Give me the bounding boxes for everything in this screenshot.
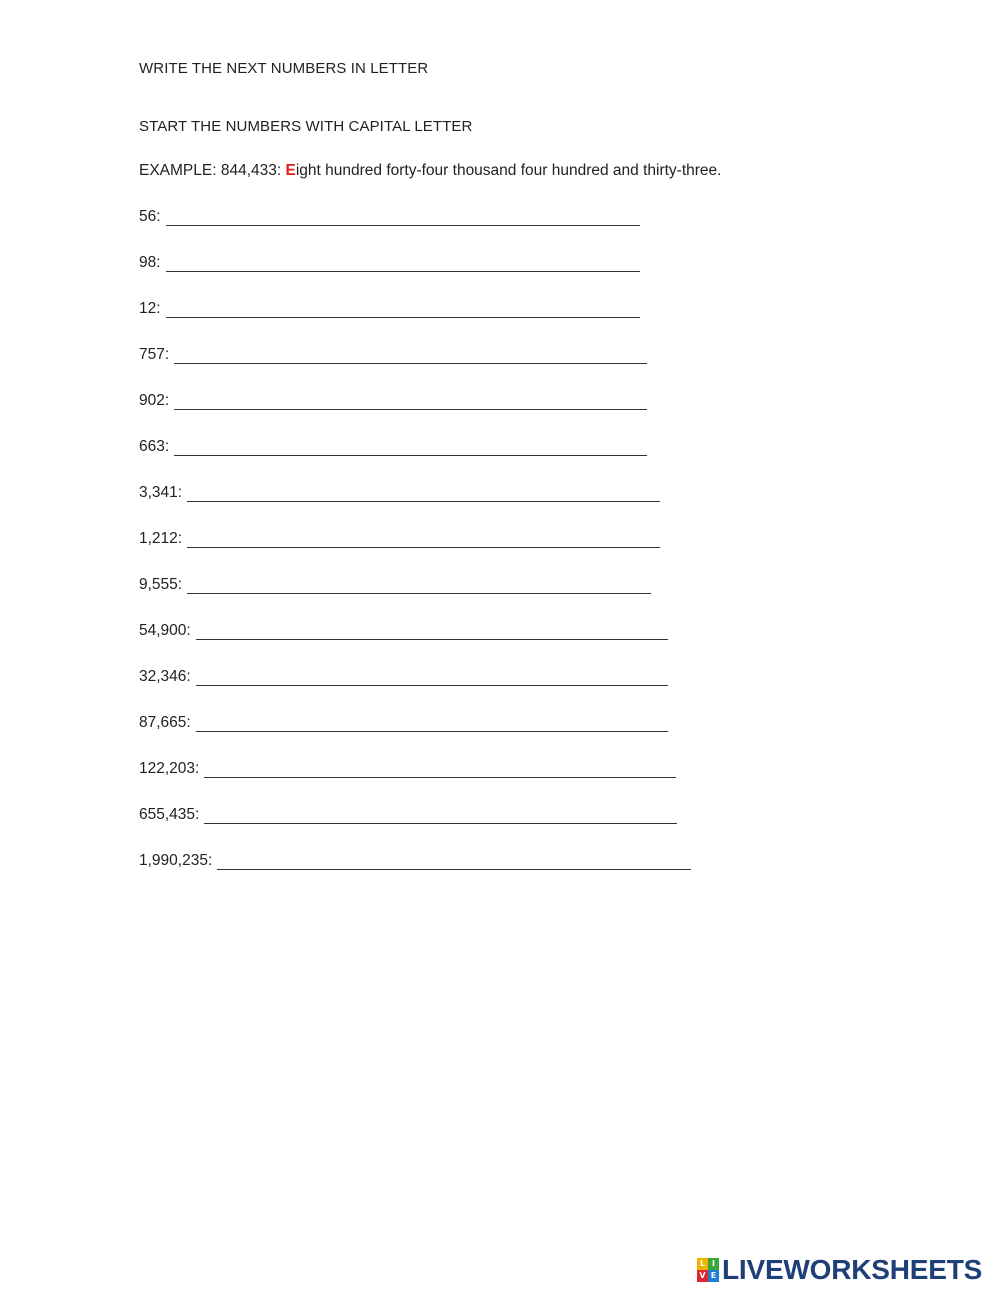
number-label: 122,203: bbox=[139, 760, 200, 777]
exercise-item bbox=[139, 346, 691, 392]
exercise-item bbox=[139, 530, 691, 576]
exercise-item bbox=[139, 254, 691, 300]
answer-blank[interactable] bbox=[196, 714, 668, 732]
number-label: 9,555: bbox=[139, 576, 183, 593]
answer-blank[interactable] bbox=[187, 484, 660, 502]
answer-blank[interactable] bbox=[196, 668, 668, 686]
exercise-item bbox=[139, 714, 691, 760]
exercise-item bbox=[139, 392, 691, 438]
number-label: 3,341: bbox=[139, 484, 183, 501]
example-prefix: EXAMPLE: 844,433: bbox=[139, 162, 286, 179]
exercise-item bbox=[139, 806, 691, 852]
logo-letter-tile: I bbox=[708, 1258, 719, 1270]
exercise-item bbox=[139, 668, 691, 714]
answer-blank[interactable] bbox=[166, 208, 640, 226]
number-label: 12: bbox=[139, 300, 161, 317]
answer-blank[interactable] bbox=[166, 300, 640, 318]
exercise-item bbox=[139, 438, 691, 484]
instruction-write-numbers: WRITE THE NEXT NUMBERS IN LETTER bbox=[139, 60, 429, 77]
answer-blank[interactable] bbox=[187, 530, 660, 548]
number-label: 1,990,235: bbox=[139, 852, 213, 869]
number-label: 663: bbox=[139, 438, 170, 455]
exercise-list bbox=[139, 208, 691, 898]
number-label: 54,900: bbox=[139, 622, 191, 639]
exercise-item bbox=[139, 760, 691, 806]
logo-letter-tile: E bbox=[708, 1270, 719, 1282]
answer-blank[interactable] bbox=[204, 806, 677, 824]
answer-blank[interactable] bbox=[217, 852, 691, 870]
number-label: 98: bbox=[139, 254, 161, 271]
answer-blank[interactable] bbox=[174, 392, 647, 410]
instruction-capital-letter: START THE NUMBERS WITH CAPITAL LETTER bbox=[139, 118, 473, 135]
answer-blank[interactable] bbox=[174, 438, 647, 456]
number-label: 1,212: bbox=[139, 530, 183, 547]
logo-letter-tile: V bbox=[697, 1270, 708, 1282]
example-rest: ight hundred forty-four thousand four hundred and thirty-three. bbox=[295, 162, 722, 179]
exercise-item bbox=[139, 300, 691, 346]
liveworksheets-brand bbox=[697, 1253, 982, 1287]
liveworksheets-logo-icon bbox=[697, 1258, 719, 1282]
answer-blank[interactable] bbox=[196, 622, 668, 640]
brand-name: LIVEWORKSHEETS bbox=[722, 1254, 983, 1285]
answer-blank[interactable] bbox=[174, 346, 647, 364]
exercise-item bbox=[139, 208, 691, 254]
number-label: 56: bbox=[139, 208, 161, 225]
exercise-item bbox=[139, 852, 691, 898]
number-label: 757: bbox=[139, 346, 170, 363]
exercise-item bbox=[139, 622, 691, 668]
exercise-item bbox=[139, 484, 691, 530]
number-label: 902: bbox=[139, 392, 170, 409]
number-label: 655,435: bbox=[139, 806, 200, 823]
logo-letter-tile: L bbox=[697, 1258, 708, 1270]
number-label: 87,665: bbox=[139, 714, 191, 731]
example-capital-letter: E bbox=[285, 162, 296, 179]
answer-blank[interactable] bbox=[166, 254, 640, 272]
example-line bbox=[139, 162, 721, 180]
answer-blank[interactable] bbox=[187, 576, 651, 594]
answer-blank[interactable] bbox=[204, 760, 676, 778]
exercise-item bbox=[139, 576, 691, 622]
number-label: 32,346: bbox=[139, 668, 191, 685]
